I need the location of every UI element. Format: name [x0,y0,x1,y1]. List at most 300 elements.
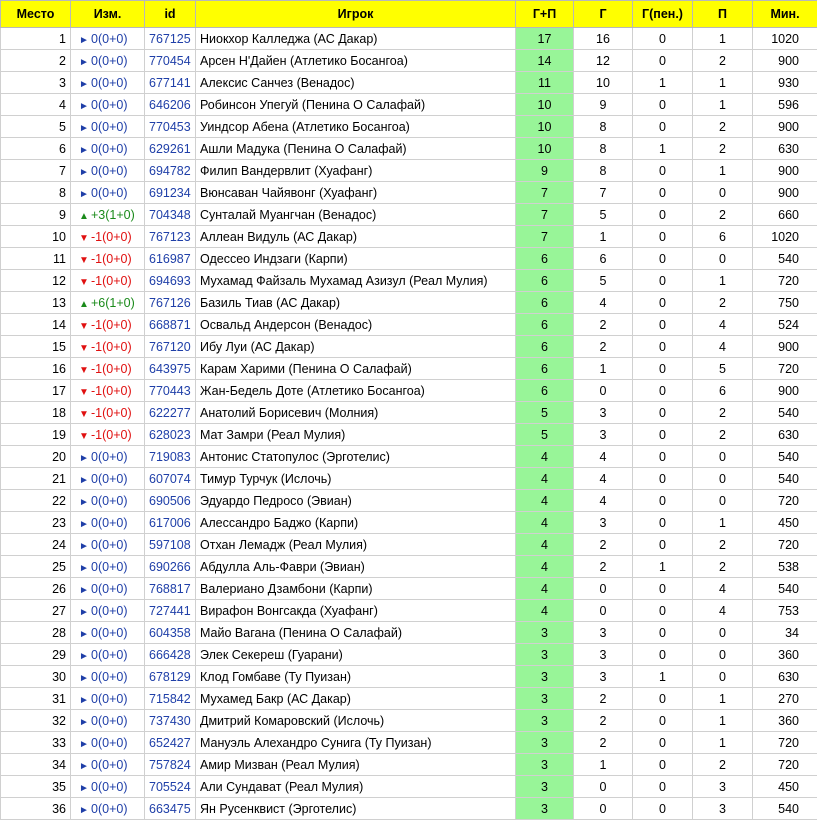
penalty-goals-cell: 0 [633,204,693,226]
change-flat-icon: ► [79,606,89,618]
change-value: -1(0+0) [91,383,132,398]
table-body [1,28,817,820]
change-cell [71,732,145,754]
place-cell: 10 [1,226,71,248]
change-value: 0(0+0) [91,537,128,552]
id-cell: 668871 [145,314,196,336]
table-row[interactable] [1,358,817,380]
goals-cell: 4 [574,446,633,468]
goals-cell: 4 [574,468,633,490]
penalty-goals-cell: 0 [633,644,693,666]
change-value: 0(0+0) [91,163,128,178]
assists-cell: 0 [693,622,753,644]
id-cell: 690506 [145,490,196,512]
goals-cell: 12 [574,50,633,72]
goals-plus-assists-cell: 3 [516,776,574,798]
penalty-goals-cell: 0 [633,116,693,138]
id-cell: 691234 [145,182,196,204]
assists-cell: 1 [693,732,753,754]
goals-plus-assists-cell: 3 [516,710,574,732]
minutes-cell: 524 [753,314,817,336]
goals-plus-assists-cell: 10 [516,138,574,160]
minutes-cell: 538 [753,556,817,578]
goals-cell: 1 [574,226,633,248]
goals-cell: 6 [574,248,633,270]
table-row[interactable] [1,380,817,402]
goals-plus-assists-cell: 10 [516,94,574,116]
id-cell: 719083 [145,446,196,468]
change-value: 0(0+0) [91,471,128,486]
player-cell: Вюнсаван Чайявонг (Хуафанг) [196,182,516,204]
place-cell: 6 [1,138,71,160]
change-value: -1(0+0) [91,339,132,354]
change-flat-icon: ► [79,78,89,90]
goals-plus-assists-cell: 6 [516,358,574,380]
goals-cell: 3 [574,424,633,446]
change-cell [71,446,145,468]
assists-cell: 2 [693,424,753,446]
table-row[interactable] [1,402,817,424]
goals-plus-assists-cell: 17 [516,28,574,50]
change-cell [71,468,145,490]
id-cell: 694693 [145,270,196,292]
minutes-cell: 750 [753,292,817,314]
change-down-icon: ▼ [79,342,89,354]
change-flat-icon: ► [79,144,89,156]
goals-plus-assists-cell: 6 [516,248,574,270]
change-value: 0(0+0) [91,31,128,46]
minutes-cell: 34 [753,622,817,644]
penalty-goals-cell: 0 [633,688,693,710]
place-cell: 27 [1,600,71,622]
goals-plus-assists-cell: 3 [516,754,574,776]
change-flat-icon: ► [79,694,89,706]
id-cell: 643975 [145,358,196,380]
change-cell [71,138,145,160]
penalty-goals-cell: 0 [633,732,693,754]
goals-cell: 1 [574,754,633,776]
table-row[interactable] [1,512,817,534]
assists-cell: 0 [693,182,753,204]
penalty-goals-cell: 0 [633,446,693,468]
assists-cell: 1 [693,710,753,732]
goals-plus-assists-cell: 3 [516,644,574,666]
change-down-icon: ▼ [79,386,89,398]
minutes-cell: 630 [753,138,817,160]
assists-cell: 2 [693,534,753,556]
change-cell [71,798,145,820]
minutes-cell: 900 [753,116,817,138]
change-value: 0(0+0) [91,757,128,772]
player-cell: Филип Вандервлит (Хуафанг) [196,160,516,182]
table-row[interactable] [1,424,817,446]
minutes-cell: 540 [753,402,817,424]
minutes-cell: 720 [753,732,817,754]
id-cell: 622277 [145,402,196,424]
table-row[interactable] [1,578,817,600]
table-row[interactable] [1,666,817,688]
goals-cell: 3 [574,666,633,688]
place-cell: 7 [1,160,71,182]
id-cell: 663475 [145,798,196,820]
minutes-cell: 720 [753,270,817,292]
place-cell: 33 [1,732,71,754]
goals-cell: 9 [574,94,633,116]
table-row[interactable] [1,688,817,710]
assists-cell: 2 [693,402,753,424]
minutes-cell: 900 [753,160,817,182]
goals-cell: 2 [574,534,633,556]
change-value: 0(0+0) [91,97,128,112]
assists-cell: 2 [693,754,753,776]
change-down-icon: ▼ [79,430,89,442]
change-cell [71,534,145,556]
minutes-cell: 540 [753,578,817,600]
place-cell: 2 [1,50,71,72]
player-cell: Отхан Лемадж (Реал Мулия) [196,534,516,556]
change-cell [71,776,145,798]
table-row[interactable] [1,622,817,644]
assists-cell: 4 [693,336,753,358]
change-flat-icon: ► [79,100,89,112]
place-cell: 12 [1,270,71,292]
change-value: -1(0+0) [91,317,132,332]
penalty-goals-cell: 0 [633,358,693,380]
assists-cell: 1 [693,28,753,50]
player-cell: Валериано Дзамбони (Карпи) [196,578,516,600]
player-cell: Одессео Индзаги (Карпи) [196,248,516,270]
place-cell: 1 [1,28,71,50]
header-goals-plus-assists[interactable]: Г+П [516,1,574,28]
change-value: +6(1+0) [91,295,135,310]
change-cell [71,402,145,424]
minutes-cell: 900 [753,50,817,72]
player-cell: Али Сундават (Реал Мулия) [196,776,516,798]
header-minutes[interactable]: Мин. [753,1,817,28]
id-cell: 604358 [145,622,196,644]
assists-cell: 6 [693,226,753,248]
goals-plus-assists-cell: 6 [516,314,574,336]
goals-plus-assists-cell: 3 [516,798,574,820]
id-cell: 677141 [145,72,196,94]
goals-plus-assists-cell: 14 [516,50,574,72]
change-value: 0(0+0) [91,449,128,464]
id-cell: 767123 [145,226,196,248]
change-value: 0(0+0) [91,779,128,794]
minutes-cell: 360 [753,644,817,666]
change-cell [71,688,145,710]
change-cell [71,50,145,72]
change-cell [71,358,145,380]
change-cell [71,754,145,776]
change-cell [71,644,145,666]
penalty-goals-cell: 1 [633,72,693,94]
goals-cell: 0 [574,776,633,798]
table-row[interactable] [1,314,817,336]
penalty-goals-cell: 0 [633,600,693,622]
table-row[interactable] [1,798,817,820]
minutes-cell: 930 [753,72,817,94]
change-value: 0(0+0) [91,119,128,134]
place-cell: 23 [1,512,71,534]
header-goals[interactable]: Г [574,1,633,28]
place-cell: 26 [1,578,71,600]
change-flat-icon: ► [79,188,89,200]
change-value: +3(1+0) [91,207,135,222]
goals-cell: 2 [574,688,633,710]
assists-cell: 2 [693,50,753,72]
table-row[interactable] [1,556,817,578]
header-id[interactable]: id [145,1,196,28]
id-cell: 715842 [145,688,196,710]
table-row[interactable] [1,710,817,732]
penalty-goals-cell: 0 [633,160,693,182]
penalty-goals-cell: 0 [633,380,693,402]
change-flat-icon: ► [79,562,89,574]
minutes-cell: 450 [753,776,817,798]
minutes-cell: 540 [753,468,817,490]
player-cell: Клод Гомбаве (Ту Пуизан) [196,666,516,688]
change-flat-icon: ► [79,518,89,530]
player-cell: Жан-Бедель Доте (Атлетико Босангоа) [196,380,516,402]
table-row[interactable] [1,226,817,248]
goals-plus-assists-cell: 5 [516,424,574,446]
place-cell: 24 [1,534,71,556]
goals-plus-assists-cell: 4 [516,490,574,512]
minutes-cell: 540 [753,446,817,468]
goals-plus-assists-cell: 3 [516,666,574,688]
minutes-cell: 720 [753,490,817,512]
goals-cell: 4 [574,292,633,314]
id-cell: 705524 [145,776,196,798]
penalty-goals-cell: 0 [633,336,693,358]
goals-plus-assists-cell: 11 [516,72,574,94]
penalty-goals-cell: 0 [633,512,693,534]
goals-plus-assists-cell: 9 [516,160,574,182]
assists-cell: 0 [693,490,753,512]
place-cell: 11 [1,248,71,270]
place-cell: 17 [1,380,71,402]
change-value: 0(0+0) [91,603,128,618]
goals-plus-assists-cell: 4 [516,556,574,578]
header-change[interactable]: Изм. [71,1,145,28]
minutes-cell: 720 [753,754,817,776]
id-cell: 770454 [145,50,196,72]
header-penalty-goals[interactable]: Г(пен.) [633,1,693,28]
penalty-goals-cell: 0 [633,798,693,820]
table-row[interactable] [1,754,817,776]
player-cell: Вирафон Вонгсакда (Хуафанг) [196,600,516,622]
table-row[interactable] [1,600,817,622]
id-cell: 767120 [145,336,196,358]
id-cell: 770453 [145,116,196,138]
goals-cell: 1 [574,358,633,380]
place-cell: 3 [1,72,71,94]
header-player[interactable]: Игрок [196,1,516,28]
assists-cell: 2 [693,138,753,160]
change-cell [71,248,145,270]
player-cell: Мат Замри (Реал Мулия) [196,424,516,446]
goals-plus-assists-cell: 3 [516,622,574,644]
penalty-goals-cell: 0 [633,424,693,446]
player-cell: Ян Русенквист (Эрготелис) [196,798,516,820]
table-row[interactable] [1,204,817,226]
goals-plus-assists-cell: 4 [516,600,574,622]
assists-cell: 1 [693,688,753,710]
change-flat-icon: ► [79,738,89,750]
player-cell: Ниокхор Калледжа (АС Дакар) [196,28,516,50]
minutes-cell: 753 [753,600,817,622]
penalty-goals-cell: 1 [633,138,693,160]
goals-cell: 4 [574,490,633,512]
header-assists[interactable]: П [693,1,753,28]
player-cell: Дмитрий Комаровский (Ислочь) [196,710,516,732]
id-cell: 617006 [145,512,196,534]
table-row[interactable] [1,776,817,798]
change-value: 0(0+0) [91,75,128,90]
player-cell: Базиль Тиав (АС Дакар) [196,292,516,314]
assists-cell: 1 [693,512,753,534]
place-cell: 19 [1,424,71,446]
table-row[interactable] [1,248,817,270]
table-row[interactable] [1,468,817,490]
assists-cell: 1 [693,72,753,94]
goals-plus-assists-cell: 6 [516,380,574,402]
change-flat-icon: ► [79,496,89,508]
table-row[interactable] [1,534,817,556]
table-row[interactable] [1,270,817,292]
place-cell: 20 [1,446,71,468]
change-value: 0(0+0) [91,493,128,508]
player-cell: Мухамед Бакр (АС Дакар) [196,688,516,710]
table-row[interactable] [1,490,817,512]
table-row[interactable] [1,336,817,358]
table-row[interactable] [1,182,817,204]
change-cell [71,226,145,248]
change-value: 0(0+0) [91,669,128,684]
change-cell [71,270,145,292]
table-row[interactable] [1,138,817,160]
table-row[interactable] [1,446,817,468]
place-cell: 5 [1,116,71,138]
goals-plus-assists-cell: 6 [516,292,574,314]
goals-cell: 8 [574,138,633,160]
table-row[interactable] [1,28,817,50]
player-cell: Амир Мизван (Реал Мулия) [196,754,516,776]
change-value: 0(0+0) [91,691,128,706]
id-cell: 666428 [145,644,196,666]
table-row[interactable] [1,72,817,94]
id-cell: 770443 [145,380,196,402]
minutes-cell: 540 [753,798,817,820]
header-place[interactable]: Место [1,1,71,28]
penalty-goals-cell: 0 [633,534,693,556]
change-cell [71,578,145,600]
assists-cell: 5 [693,358,753,380]
assists-cell: 4 [693,314,753,336]
player-cell: Майо Вагана (Пенина О Салафай) [196,622,516,644]
penalty-goals-cell: 0 [633,270,693,292]
change-up-icon: ▲ [79,210,89,222]
goals-cell: 2 [574,710,633,732]
penalty-goals-cell: 0 [633,314,693,336]
minutes-cell: 630 [753,666,817,688]
minutes-cell: 900 [753,336,817,358]
goals-plus-assists-cell: 7 [516,204,574,226]
penalty-goals-cell: 0 [633,578,693,600]
goals-cell: 0 [574,600,633,622]
change-flat-icon: ► [79,122,89,134]
change-cell [71,28,145,50]
goals-cell: 16 [574,28,633,50]
place-cell: 36 [1,798,71,820]
table-row[interactable] [1,160,817,182]
goals-plus-assists-cell: 6 [516,270,574,292]
player-cell: Ашли Мадука (Пенина О Салафай) [196,138,516,160]
player-cell: Абдулла Аль-Фаври (Эвиан) [196,556,516,578]
change-value: -1(0+0) [91,361,132,376]
table-row[interactable] [1,94,817,116]
change-value: -1(0+0) [91,229,132,244]
minutes-cell: 540 [753,248,817,270]
change-value: -1(0+0) [91,251,132,266]
penalty-goals-cell: 0 [633,468,693,490]
change-value: 0(0+0) [91,185,128,200]
assists-cell: 4 [693,578,753,600]
goals-cell: 8 [574,116,633,138]
place-cell: 28 [1,622,71,644]
table-row[interactable] [1,116,817,138]
change-value: 0(0+0) [91,141,128,156]
change-flat-icon: ► [79,56,89,68]
assists-cell: 1 [693,270,753,292]
id-cell: 757824 [145,754,196,776]
goals-cell: 0 [574,380,633,402]
penalty-goals-cell: 1 [633,556,693,578]
change-cell [71,490,145,512]
id-cell: 652427 [145,732,196,754]
goals-plus-assists-cell: 4 [516,468,574,490]
minutes-cell: 900 [753,182,817,204]
goals-plus-assists-cell: 6 [516,336,574,358]
player-cell: Эдуардо Педросо (Эвиан) [196,490,516,512]
goals-plus-assists-cell: 4 [516,446,574,468]
goals-plus-assists-cell: 5 [516,402,574,424]
table-row[interactable] [1,292,817,314]
goals-plus-assists-cell: 7 [516,226,574,248]
change-cell [71,336,145,358]
player-cell: Алессандро Баджо (Карпи) [196,512,516,534]
table-row[interactable] [1,644,817,666]
goals-plus-assists-cell: 4 [516,512,574,534]
penalty-goals-cell: 0 [633,710,693,732]
place-cell: 22 [1,490,71,512]
place-cell: 25 [1,556,71,578]
id-cell: 628023 [145,424,196,446]
table-row[interactable] [1,50,817,72]
change-cell [71,600,145,622]
assists-cell: 6 [693,380,753,402]
table-row[interactable] [1,732,817,754]
player-cell: Алексис Санчез (Венадос) [196,72,516,94]
assists-cell: 2 [693,556,753,578]
penalty-goals-cell: 0 [633,776,693,798]
id-cell: 767126 [145,292,196,314]
penalty-goals-cell: 0 [633,28,693,50]
assists-cell: 4 [693,600,753,622]
change-value: 0(0+0) [91,515,128,530]
player-cell: Арсен Н'Дайен (Атлетико Босангоа) [196,50,516,72]
